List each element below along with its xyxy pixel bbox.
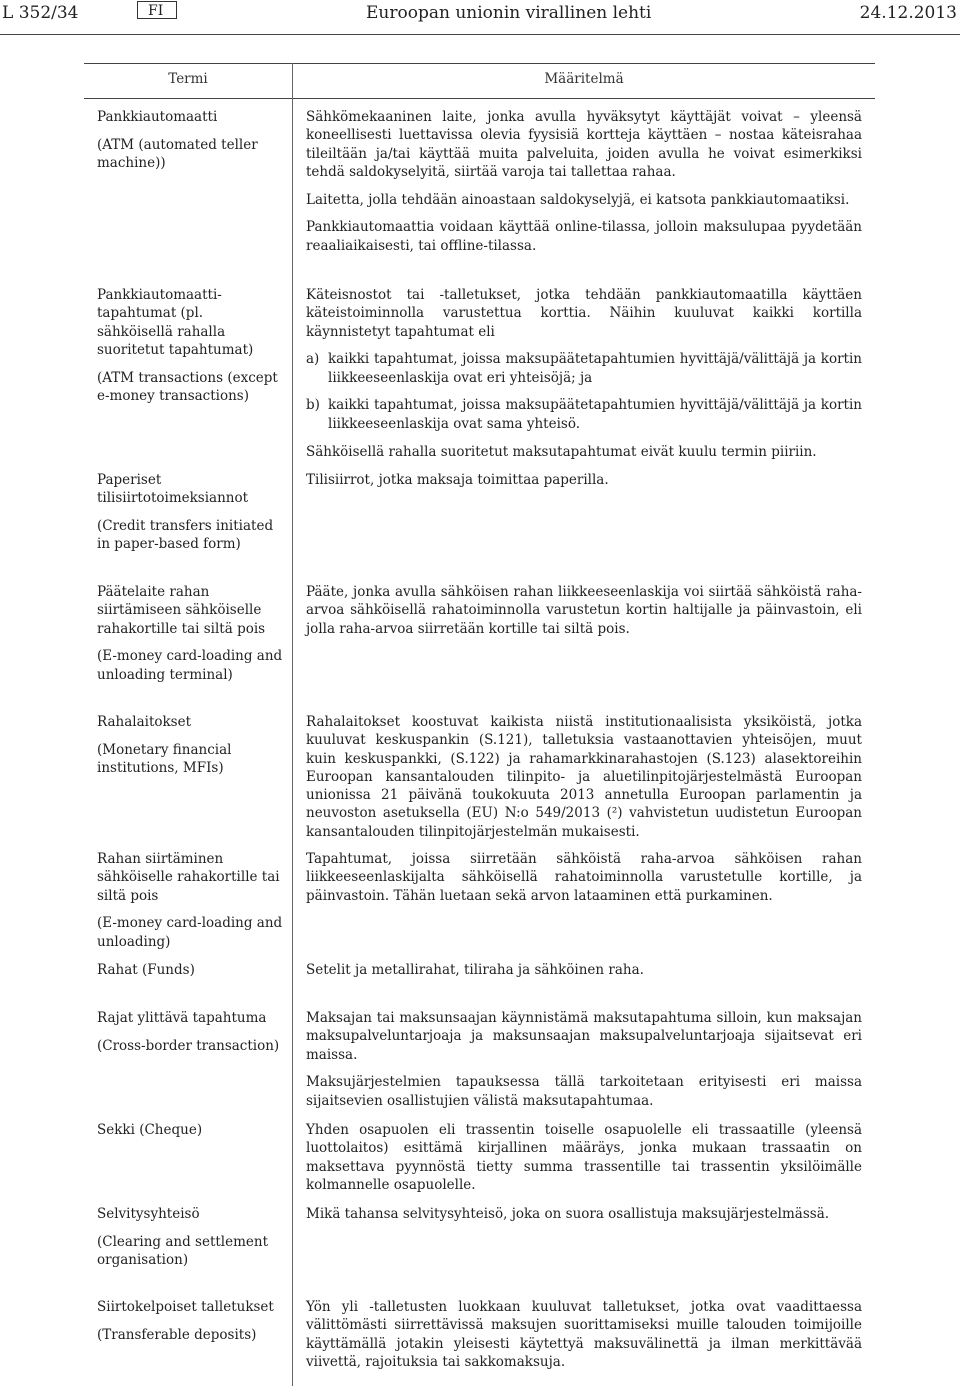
definition-cell: [306, 850, 862, 914]
definition-text: Sähkömekaaninen laite, jonka avulla hyväksytyt käyttäjät voivat – yleensä koneellisesti luettavissa olevia fyysisiä kortteja käyttäen – nostaa käteisrahaa tileiltään ja/tai käyttää muita palveluita, joiden avulla he voivat esimerkiksi tehdä saldokyselyitä, siirtää varoja tai tallettaa rahaa.: [306, 109, 862, 180]
term-english: (Transferable deposits): [97, 1326, 257, 1343]
header-rule: [0, 34, 960, 35]
list-item-text: kaikki tapahtumat, joissa maksupäätetapahtumien hyvittäjä/välittäjä ja kortin liikkeeseenlaskija ovat sama yhteisö.: [328, 397, 862, 432]
list-item: [306, 350, 862, 387]
term-name: Pankkiautomaatti-tapahtumat (pl. sähköisellä rahalla suoritetut tapahtumat): [97, 287, 254, 358]
term-cell: [97, 961, 283, 989]
definition-cell: [306, 713, 862, 851]
journal-title: Euroopan unionin virallinen lehti: [366, 3, 652, 23]
term-name: Rahalaitokset: [97, 714, 192, 730]
definition-cell: [306, 1205, 862, 1233]
definition-text: Pääte, jonka avulla sähköisen rahan liikkeeseenlaskija voi siirtää sähköistä raha-arvoa sähköisellä rahatoiminnolla varustetun kortin haltijalle ja päinvastoin, eli jolla raha-arvoa siirretään kortille tai siltä pois.: [306, 584, 862, 637]
term-cell: [97, 850, 283, 960]
term-cell: [97, 713, 283, 787]
term-cell: [97, 1009, 283, 1065]
definition-cell: [306, 286, 862, 470]
definition-cell: [306, 961, 862, 989]
term-name: Sekki (Cheque): [97, 1122, 203, 1138]
term-cell: [97, 1121, 283, 1149]
term-english: (Monetary financial institutions, MFIs): [97, 741, 232, 777]
definition-text: Setelit ja metallirahat, tiliraha ja sähköinen raha.: [306, 962, 644, 978]
term-name: Siirtokelpoiset talletukset: [97, 1299, 274, 1315]
column-header-term: Termi: [168, 71, 208, 87]
definition-cell: [306, 1009, 862, 1119]
term-english: (Credit transfers initiated in paper-based form): [97, 518, 274, 553]
definition-text: Tapahtumat, joissa siirretään sähköistä raha-arvoa sähköisen rahan liikkeeseenlaskijalta sähköisellä rahatoiminnolla varustetulle kortille, ja päinvastoin. Tähän luetaan sekä arvon lataaminen että purkaminen.: [306, 851, 862, 904]
definition-text: Käteisnostot tai -talletukset, jotka tehdään pankkiautomaatilla käyttäen käteistoiminnolla varustettua korttia. Näihin kuuluvat kaikki kortilla käynnistetyt tapahtumat eli: [306, 287, 862, 340]
definition-cell: [306, 471, 862, 499]
language-badge: FI: [137, 1, 177, 19]
list-item: [306, 396, 862, 433]
term-cell: [97, 286, 283, 415]
term-name: Rajat ylittävä tapahtuma: [97, 1010, 267, 1026]
term-cell: [97, 108, 283, 182]
definition-text: Rahalaitokset koostuvat kaikista niistä institutionaalisista yksiköistä, jotka kuuluvat keskuspankin (S.121), talletuksia vastaanottavien yhteisöjen, muut kuin keskuspankki, (S.122) ja rahamarkkinarahastojen (S.123) alasektoreihin Euroopan kansantalouden tilinpito- ja aluetilinpitojärjestelmästä Euroopan unionissa 21 päivänä toukokuuta 2013 annetulla Euroopan parlamentin ja neuvoston asetuksella (EU) N:o 549/2013 (²) vahvistetun uudistetun Euroopan kansantalouden tilinpitojärjestelmän mukaisesti.: [306, 714, 862, 840]
journal-header: [0, 0, 960, 36]
term-cell: [97, 1298, 283, 1354]
definition-text: Maksujärjestelmien tapauksessa tällä tarkoitetaan erityisesti eri maissa sijaitsevien osallistujien välistä maksutapahtumaa.: [306, 1074, 862, 1109]
term-name: Päätelaite rahan siirtämiseen sähköiselle rahakortille tai siltä pois: [97, 584, 266, 637]
list-item-label: a): [306, 351, 320, 368]
definition-text: Sähköisellä rahalla suoritetut maksutapahtumat eivät kuulu termin piiriin.: [306, 443, 817, 460]
table-top-rule: [84, 63, 875, 64]
term-name: Pankkiautomaatti: [97, 109, 218, 125]
term-english: (ATM (automated teller machine)): [97, 136, 258, 172]
list-item-text: kaikki tapahtumat, joissa maksupäätetapahtumien hyvittäjä/välittäjä ja kortin liikkeeseenlaskija ovat eri yhteisöjä; ja: [328, 351, 862, 386]
term-english: (E-money card-loading and unloading): [97, 915, 283, 950]
term-name: Rahan siirtäminen sähköiselle rahakortille tai siltä pois: [97, 851, 280, 904]
term-english: (E-money card-loading and unloading terminal): [97, 648, 283, 683]
definition-cell: [306, 1121, 862, 1204]
publication-date: 24.12.2013: [859, 3, 957, 23]
term-name: Rahat (Funds): [97, 962, 195, 978]
term-english: (Cross-border transaction): [97, 1037, 280, 1054]
term-name: Paperiset tilisiirtotoimeksiannot: [97, 472, 249, 507]
definition-cell: [306, 583, 862, 647]
list-item-label: b): [306, 397, 320, 414]
definition-text: Yhden osapuolen eli trassentin toiselle osapuolelle eli trassaatille (yleensä luottolaitos) esittämä kirjallinen määräys, jonka mukaan trassaatin on maksettava pyynnöstä tietty summa trassentille tai trassentin yksilöimälle kolmannelle osapuolelle.: [306, 1122, 862, 1193]
definition-text: Maksajan tai maksunsaajan käynnistämä maksutapahtuma silloin, kun maksajan maksupalveluntarjoaja ja maksunsaajan maksupalveluntarjoaja sijaitsevat eri maissa.: [306, 1010, 862, 1063]
term-cell: [97, 471, 283, 563]
term-english: (Clearing and settlement organisation): [97, 1233, 269, 1269]
definition-cell: [306, 108, 862, 265]
definition-text: Laitetta, jolla tehdään ainoastaan saldokyselyjä, ei katsota pankkiautomaatiksi.: [306, 191, 850, 208]
term-name: Selvitysyhteisö: [97, 1206, 200, 1222]
definition-cell: [306, 1298, 862, 1381]
header-divider: [84, 98, 875, 99]
definition-text: Pankkiautomaattia voidaan käyttää online-tilassa, jolloin maksulupaa pyydetään reaaliaikaisesti, tai offline-tilassa.: [306, 219, 862, 254]
column-header-definition: Määritelmä: [544, 71, 624, 87]
term-cell: [97, 1205, 283, 1279]
term-cell: [97, 583, 283, 693]
definition-text: Tilisiirrot, jotka maksaja toimittaa paperilla.: [306, 472, 609, 488]
definition-text: Yön yli -talletusten luokkaan kuuluvat talletukset, jotka ovat vaadittaessa välittömästi siirrettävissä maksujen suorittamiseksi muille talouden toimijoille käyttämällä jotakin yleisesti käytettyä maksuvälinettä ja ilman merkittävää viivettä, rajoituksia tai sakkomaksuja.: [306, 1299, 862, 1370]
page-reference: L 352/34: [2, 3, 79, 23]
definition-text: Mikä tahansa selvitysyhteisö, joka on suora osallistuja maksujärjestelmässä.: [306, 1206, 830, 1222]
term-english: (ATM transactions (except e-money transactions): [97, 369, 278, 404]
column-divider: [292, 63, 293, 1386]
